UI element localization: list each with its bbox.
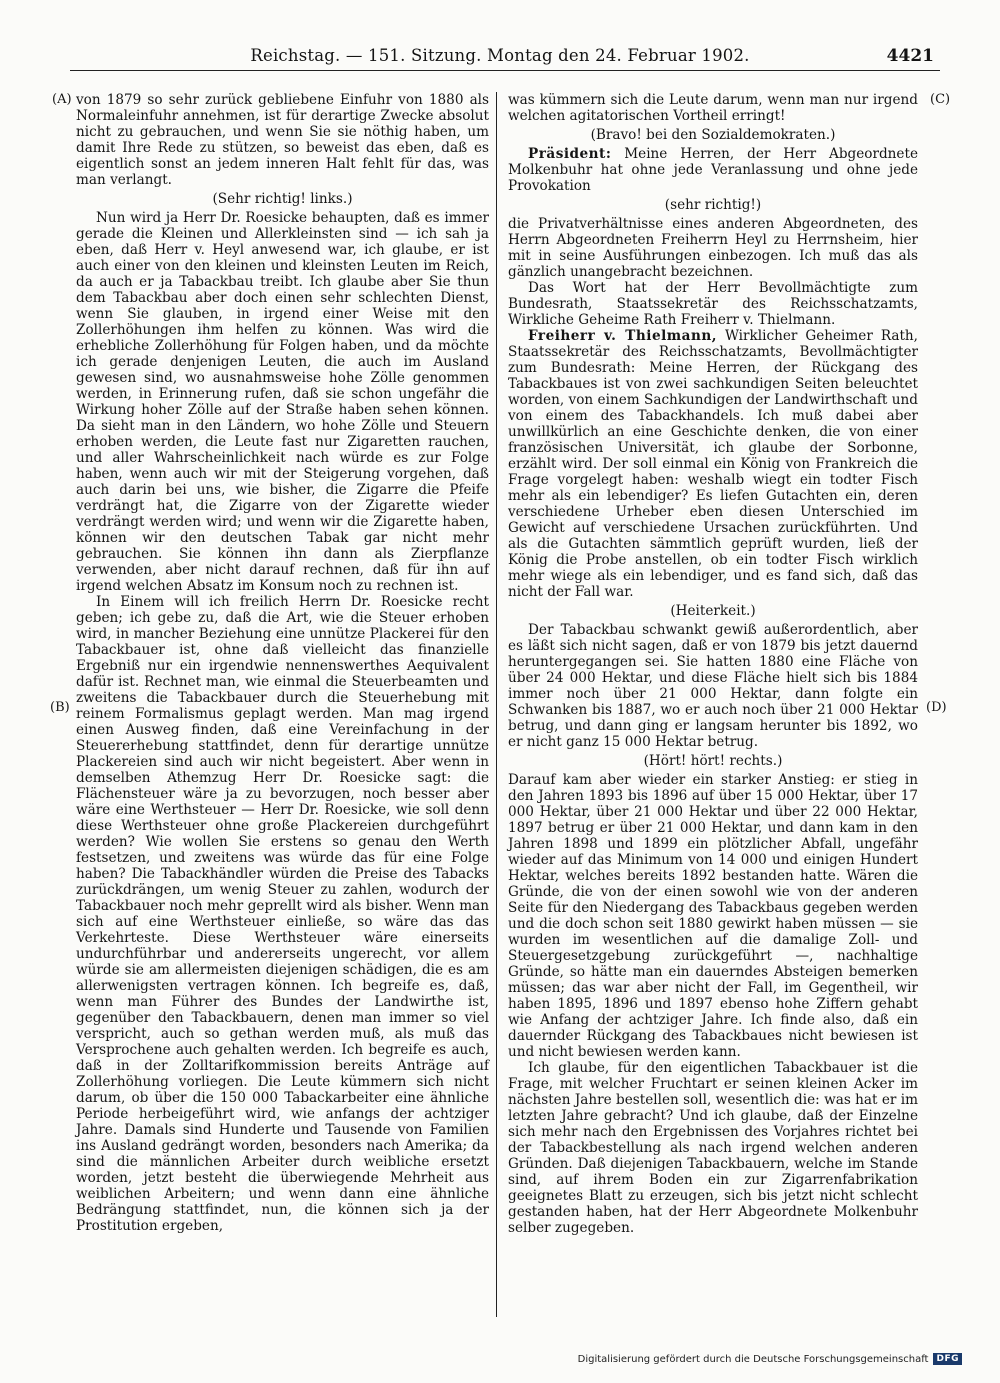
interjection: (Hört! hört! rechts.) [643,753,783,769]
paragraph: In Einem will ich freilich Herrn Dr. Roesicke recht geben; ich gebe zu, daß die Art, wie die Steuer erhoben wird, in mancher Beziehung eine unnütze Plackerei für den Tabackbauer ist, ohne daß vielleicht das finanzielle Ergebniß nur ein irgendwie nennenswerthes Aequivalent dafür ist. Rechnet man, wie einmal die Steuerbeamten und zweitens die Tabackbauer durch die Steuerhebung mit reinem Formalismus geplagt werden. Man mag irgend einen Ausweg finden, daß eine Vereinfachung in der Steuererhebung stattfindet, denn für derartige unnütze Plackereien sind auch wir nicht begeistert. Aber wenn in demselben Athemzug Herr Dr. Roesicke sagt: die Flächensteuer wäre ja zu bevorzugen, noch besser aber wäre eine Werthsteuer — Herr Dr. Roesicke, wie soll denn diese Werthsteuer ohne große Plackereien durchgeführt werden? Wie wollen Sie erstens so genau den Werth festsetzen, und zweitens was würde das für eine Folge haben? Die Tabackhändler würden die Preise des Tabacks zurückdrängen, um wenig Steuer zu zahlen, wodurch der Tabackbauer noch mehr geprellt wird als bisher. Wenn man sich auf eine Werthsteuer einließe, so wäre das das Verkehrteste. Diese Werthsteuer wäre einerseits undurchführbar und andererseits ungerecht, vor allem würde sie am allermeisten diejenigen schädigen, die es am allerwenigsten vertragen können. Ich begreife es, daß, wenn man Führer des Bundes der Landwirthe ist, gegenüber den Tabackbauern, denen man immer so viel verspricht, auch so gethan werden muß, als muß das Versprochene auch gehalten werden. Ich begreife es auch, daß in der Zolltarifkommission bereits Anträge auf Zollerhöhung vorliegen. Die Leute kümmern sich nicht darum, ob über die 150 000 Tabackarbeiter eine ähnliche Periode herbeigeführt wird, wie anfangs der achtziger Jahre. Damals sind Hunderte und Tausende von Familien ins Ausland gedrängt worden, besonders nach Amerika; da sind die männlichen Arbeiter durch weibliche ersetzt worden, jetzt besteht die überwiegende Mehrheit aus weiblichen Arbeitern; und wenn dann eine ähnliche Bedrängung stattfindet, nun, die können sich ja der Prostitution ergeben, [76,594,489,1234]
paragraph: Darauf kam aber wieder ein starker Anstieg: er stieg in den Jahren 1893 bis 1896 auf über 15 000 Hektar, über 17 000 Hektar, über 21 000 Hektar und über 22 000 Hektar, 1897 betrug er über 21 000 Hektar, und dann kam in den Jahren 1898 und 1899 ein plötzlicher Abfall, ungefähr wieder auf das Minimum von 14 000 und einigen Hundert Hektar, welches bereits 1892 bestanden hatte. Wären die Gründe, die von der einen sowohl wie von der anderen Seite für den Niedergang des Tabackbaus gegeben werden und die doch schon seit 1880 gewirkt haben müssen — sie wurden im wesentlichen auf die damalige Zoll- und Steuergesetzgebung zurückgeführt —, nachhaltige Gründe, so hätte man ein dauerndes Absteigen bemerken müssen; das war aber nicht der Fall, im Gegentheil, wir haben 1895, 1896 und 1897 ebenso hohe Ziffern gehabt wie Anfang der achtziger Jahre. Ich finde also, daß ein dauernder Rückgang des Tabackbaues nicht bewiesen ist und nicht bewiesen werden kann. [508,772,918,1060]
paragraph: was kümmern sich die Leute darum, wenn man nur irgend welchen agitatorischen Vortheil erringt! [508,92,918,124]
column-divider [496,92,497,1317]
margin-mark-a: (A) [52,92,72,107]
dfg-logo: DFG [933,1353,962,1365]
header-rule [70,70,940,71]
interjection: (sehr richtig!) [664,197,762,213]
speech-paragraph [508,328,918,600]
right-column [508,92,918,1236]
page-header [60,46,940,76]
paragraph: Nun wird ja Herr Dr. Roesicke behaupten, daß es immer gerade die Kleinen und Allerkleinsten sind — ich sah ja eben, daß Herr v. Heyl anwesend war, ich glaube, er ist auch einer von den kleinen und kleinsten Leuten im Reich, da auch er ja Tabackbau treibt. Ich glaube aber Sie thun dem Tabackbau aber doch einen sehr schlechten Dienst, wenn Sie glauben, in irgend einer Weise mit den Zollerhöhungen ihm helfen zu können. Was wird die erhebliche Zollerhöhung für Folgen haben, und da möchte ich gerade denjenigen Leuten, die auch im Ausland gewesen sind, wo ausnahmsweise hohe Zölle genommen werden, in Erinnerung rufen, daß sie schon ungefähr die Wirkung hoher Zölle auf der Straße haben sehen können. Da sieht man in den Ländern, wo hohe Zölle und Steuern erhoben werden, die Leute fast nur Zigaretten rauchen, und aller Wahrscheinlichkeit nach würde es zur Folge haben, wenn auch wir mit der Steigerung vorgehen, daß auch darin bei uns, wie bisher, die Zigarre die Pfeife verdrängt hat, die Zigarre von der Zigarette wieder verdrängt werden wird; und wenn wir die Zigarette haben, können wir den deutschen Tabak gar nicht mehr gebrauchen. Sie können ihn dann als Zierpflanze verwenden, aber nicht darauf rechnen, daß für ihn auf irgend welchen Absatz im Konsum noch zu rechnen ist. [76,210,489,594]
margin-mark-b: (B) [50,700,70,715]
speaker-name: Freiherr v. Thielmann, [528,328,717,344]
paragraph: die Privatverhältnisse eines anderen Abgeordneten, des Herrn Abgeordneten Freiherrn Heyl zu Herrnsheim, hier mit in seine Ausführungen einbezogen. Ich muß das als gänzlich unangebracht bezeichnen. [508,216,918,280]
running-title: Reichstag. — 151. Sitzung. Montag den 24. Februar 1902. [250,46,750,65]
left-column [76,92,489,1234]
funding-note: Digitalisierung gefördert durch die Deutsche Forschungsgemeinschaft [577,1353,929,1365]
speech-text: Wirklicher Geheimer Rath, Staatssekretär des Reichsschatzamts, Bevollmächtigter zum Bundesrath: Meine Herren, der Rückgang des Tabackbaues ist von zwei sachkundigen Seiten beleuchtet worden, von einem Sachkundigen der Landwirthschaft und von einem des Tabackhandels. Ich muß dabei aber unwillkürlich an eine Geschichte denken, die von einer französischen Universität, ich glaube der Sorbonne, erzählt wird. Der soll einmal ein König von Frankreich die Frage vorgelegt haben: weshalb wiegt ein todter Fisch mehr als ein lebendiger? Es liefen Gutachten ein, deren verschiedene Urheber eben diesen Unterschied im Gewicht auf verschiedene Ursachen zurückführten. Und als die Gutachten sämmtlich geprüft wurden, ließ der König die Probe anstellen, ob ein todter Fisch wirklich mehr wiege als ein lebendiger, und es fand sich, daß das nicht der Fall war. [508,328,919,600]
interjection: (Heiterkeit.) [670,603,756,619]
margin-mark-d: (D) [926,700,947,715]
paragraph: von 1879 so sehr zurück gebliebene Einfuhr von 1880 als Normaleinfuhr annehmen, ist für derartige Zwecke absolut nicht zu gebrauchen, und wenn Sie sie nöthig haben, um damit Ihre Rede zu stützen, so beweist das eben, daß es eigentlich sonst an jedem inneren Halt fehlt für das, was man verlangt. [76,92,489,188]
speech-paragraph [508,146,918,194]
page-number: 4421 [886,46,934,66]
footer [578,1353,962,1365]
paragraph: Der Tabackbau schwankt gewiß außerordentlich, aber es läßt sich nicht sagen, daß er von 1879 bis jetzt dauernd heruntergegangen sei. Sie hatten 1880 eine Fläche von über 24 000 Hektar, und diese Fläche hielt sich bis 1884 immer noch über 21 000 Hektar, dann folgte ein Schwanken bis 1887, wo er auch noch über 21 000 Hektar betrug, und dann ging er langsam herunter bis 1892, wo er nicht ganz 15 000 Hektar betrug. [508,622,918,750]
speech-text: Meine Herren, der Herr Abgeordnete Molkenbuhr hat ohne jede Veranlassung und ohne jede Provokation [508,146,918,194]
paragraph: Das Wort hat der Herr Bevollmächtigte zum Bundesrath, Staatssekretär des Reichsschatzamts, Wirkliche Geheime Rath Freiherr v. Thielmann. [508,280,918,328]
margin-mark-c: (C) [930,92,951,107]
paragraph: Ich glaube, für den eigentlichen Tabackbauer ist die Frage, mit welcher Fruchtart er seinen kleinen Acker im nächsten Jahre bestellen soll, wesentlich die: was hat er im letzten Jahre gebracht? Und ich glaube, daß der Einzelne sich mehr nach den Ergebnissen des Vorjahres richtet bei der Tabackbestellung als nach irgend welchen anderen Gründen. Daß diejenigen Tabackbauern, welche im Stande sind, auf ihrem Boden ein zur Zigarrenfabrikation geeignetes Blatt zu erzeugen, sich bis jetzt nicht schlecht gestanden haben, hat der Herr Abgeordnete Molkenbuhr selber zugegeben. [508,1060,918,1236]
speaker-name: Präsident: [528,146,612,162]
interjection: (Sehr richtig! links.) [212,191,353,207]
interjection: (Bravo! bei den Sozialdemokraten.) [590,127,836,143]
